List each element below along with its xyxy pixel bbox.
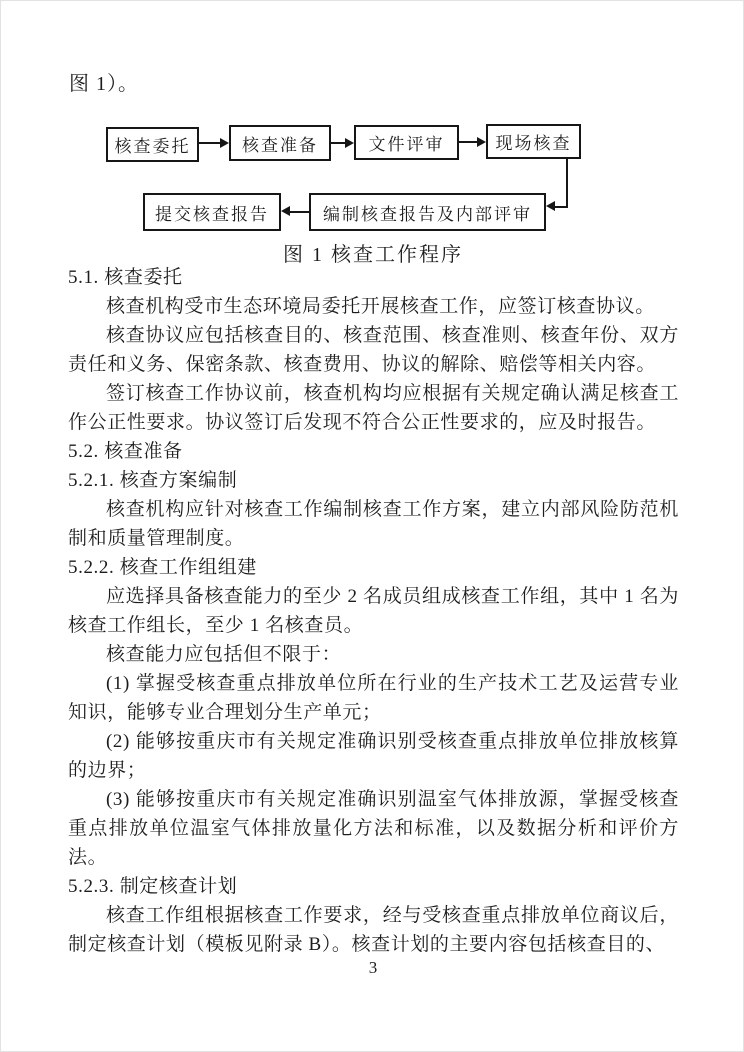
arrow-right-icon: [345, 138, 354, 148]
arrow-line-4: [290, 211, 309, 213]
body-paragraph: 核查工作组根据核查工作要求，经与受核查重点排放单位商议后，制定核查计划（模板见附录 B）。核查计划的主要内容包括核查目的、: [68, 905, 679, 955]
section-heading: 5.2.3. 制定核查计划: [68, 876, 238, 897]
flowchart-node-verification-preparation: 核查准备: [229, 125, 331, 161]
arrow-line-1: [199, 142, 220, 144]
flowchart-figure: [1, 1, 744, 266]
arrow-left-icon: [281, 206, 290, 216]
connector-elbow-line: [555, 206, 568, 208]
section-heading: 5.2.2. 核查工作组组建: [68, 557, 257, 578]
figure-caption: 图 1 核查工作程序: [283, 244, 463, 266]
flowchart-node-verification-commission: 核查委托: [106, 127, 199, 162]
arrow-right-icon: [220, 138, 229, 148]
arrow-line-3: [459, 141, 477, 143]
body-paragraph: 核查机构受市生态环境局委托开展核查工作，应签订核查协议。: [106, 296, 655, 317]
page-number: 3: [368, 958, 378, 977]
body-paragraph: 核查机构应针对核查工作编制核查工作方案，建立内部风险防范机制和质量管理制度。: [68, 499, 679, 549]
intro-text: 图 1）。: [69, 73, 139, 95]
arrow-left-icon: [546, 201, 555, 211]
document-body: [68, 263, 679, 959]
flowchart-node-submit-report: 提交核查报告: [143, 193, 281, 231]
flowchart-node-compile-report-internal-review: 编制核查报告及内部评审: [309, 193, 546, 231]
body-paragraph: 核查能力应包括但不限于：: [106, 644, 342, 665]
section-heading: 5.1. 核查委托: [68, 267, 183, 288]
body-paragraph: 签订核查工作协议前，核查机构均应根据有关规定确认满足核查工作公正性要求。协议签订后发现不符合公正性要求的，应及时报告。: [68, 383, 679, 433]
arrow-right-icon: [477, 137, 486, 147]
body-paragraph: (1) 掌握受核查重点排放单位所在行业的生产技术工艺及运营专业知识，能够专业合理划分生产单元；: [68, 673, 679, 723]
body-paragraph: (2) 能够按重庆市有关规定准确识别受核查重点排放单位排放核算的边界；: [68, 731, 679, 781]
arrow-line-2: [331, 142, 345, 144]
body-paragraph: (3) 能够按重庆市有关规定准确识别温室气体排放源，掌握受核查重点排放单位温室气体排放量化方法和标准，以及数据分析和评价方法。: [68, 789, 679, 868]
body-paragraph: 核查协议应包括核查目的、核查范围、核查准则、核查年份、双方责任和义务、保密条款、核查费用、协议的解除、赔偿等相关内容。: [68, 325, 679, 375]
section-heading: 5.2.1. 核查方案编制: [68, 470, 238, 491]
flowchart-node-onsite-verification: 现场核查: [486, 124, 581, 159]
section-heading: 5.2. 核查准备: [68, 441, 183, 462]
flowchart-node-document-review: 文件评审: [354, 125, 459, 160]
body-paragraph: 应选择具备核查能力的至少 2 名成员组成核查工作组，其中 1 名为核查工作组长，至少 1 名核查员。: [68, 586, 679, 636]
connector-down-line: [566, 159, 568, 208]
